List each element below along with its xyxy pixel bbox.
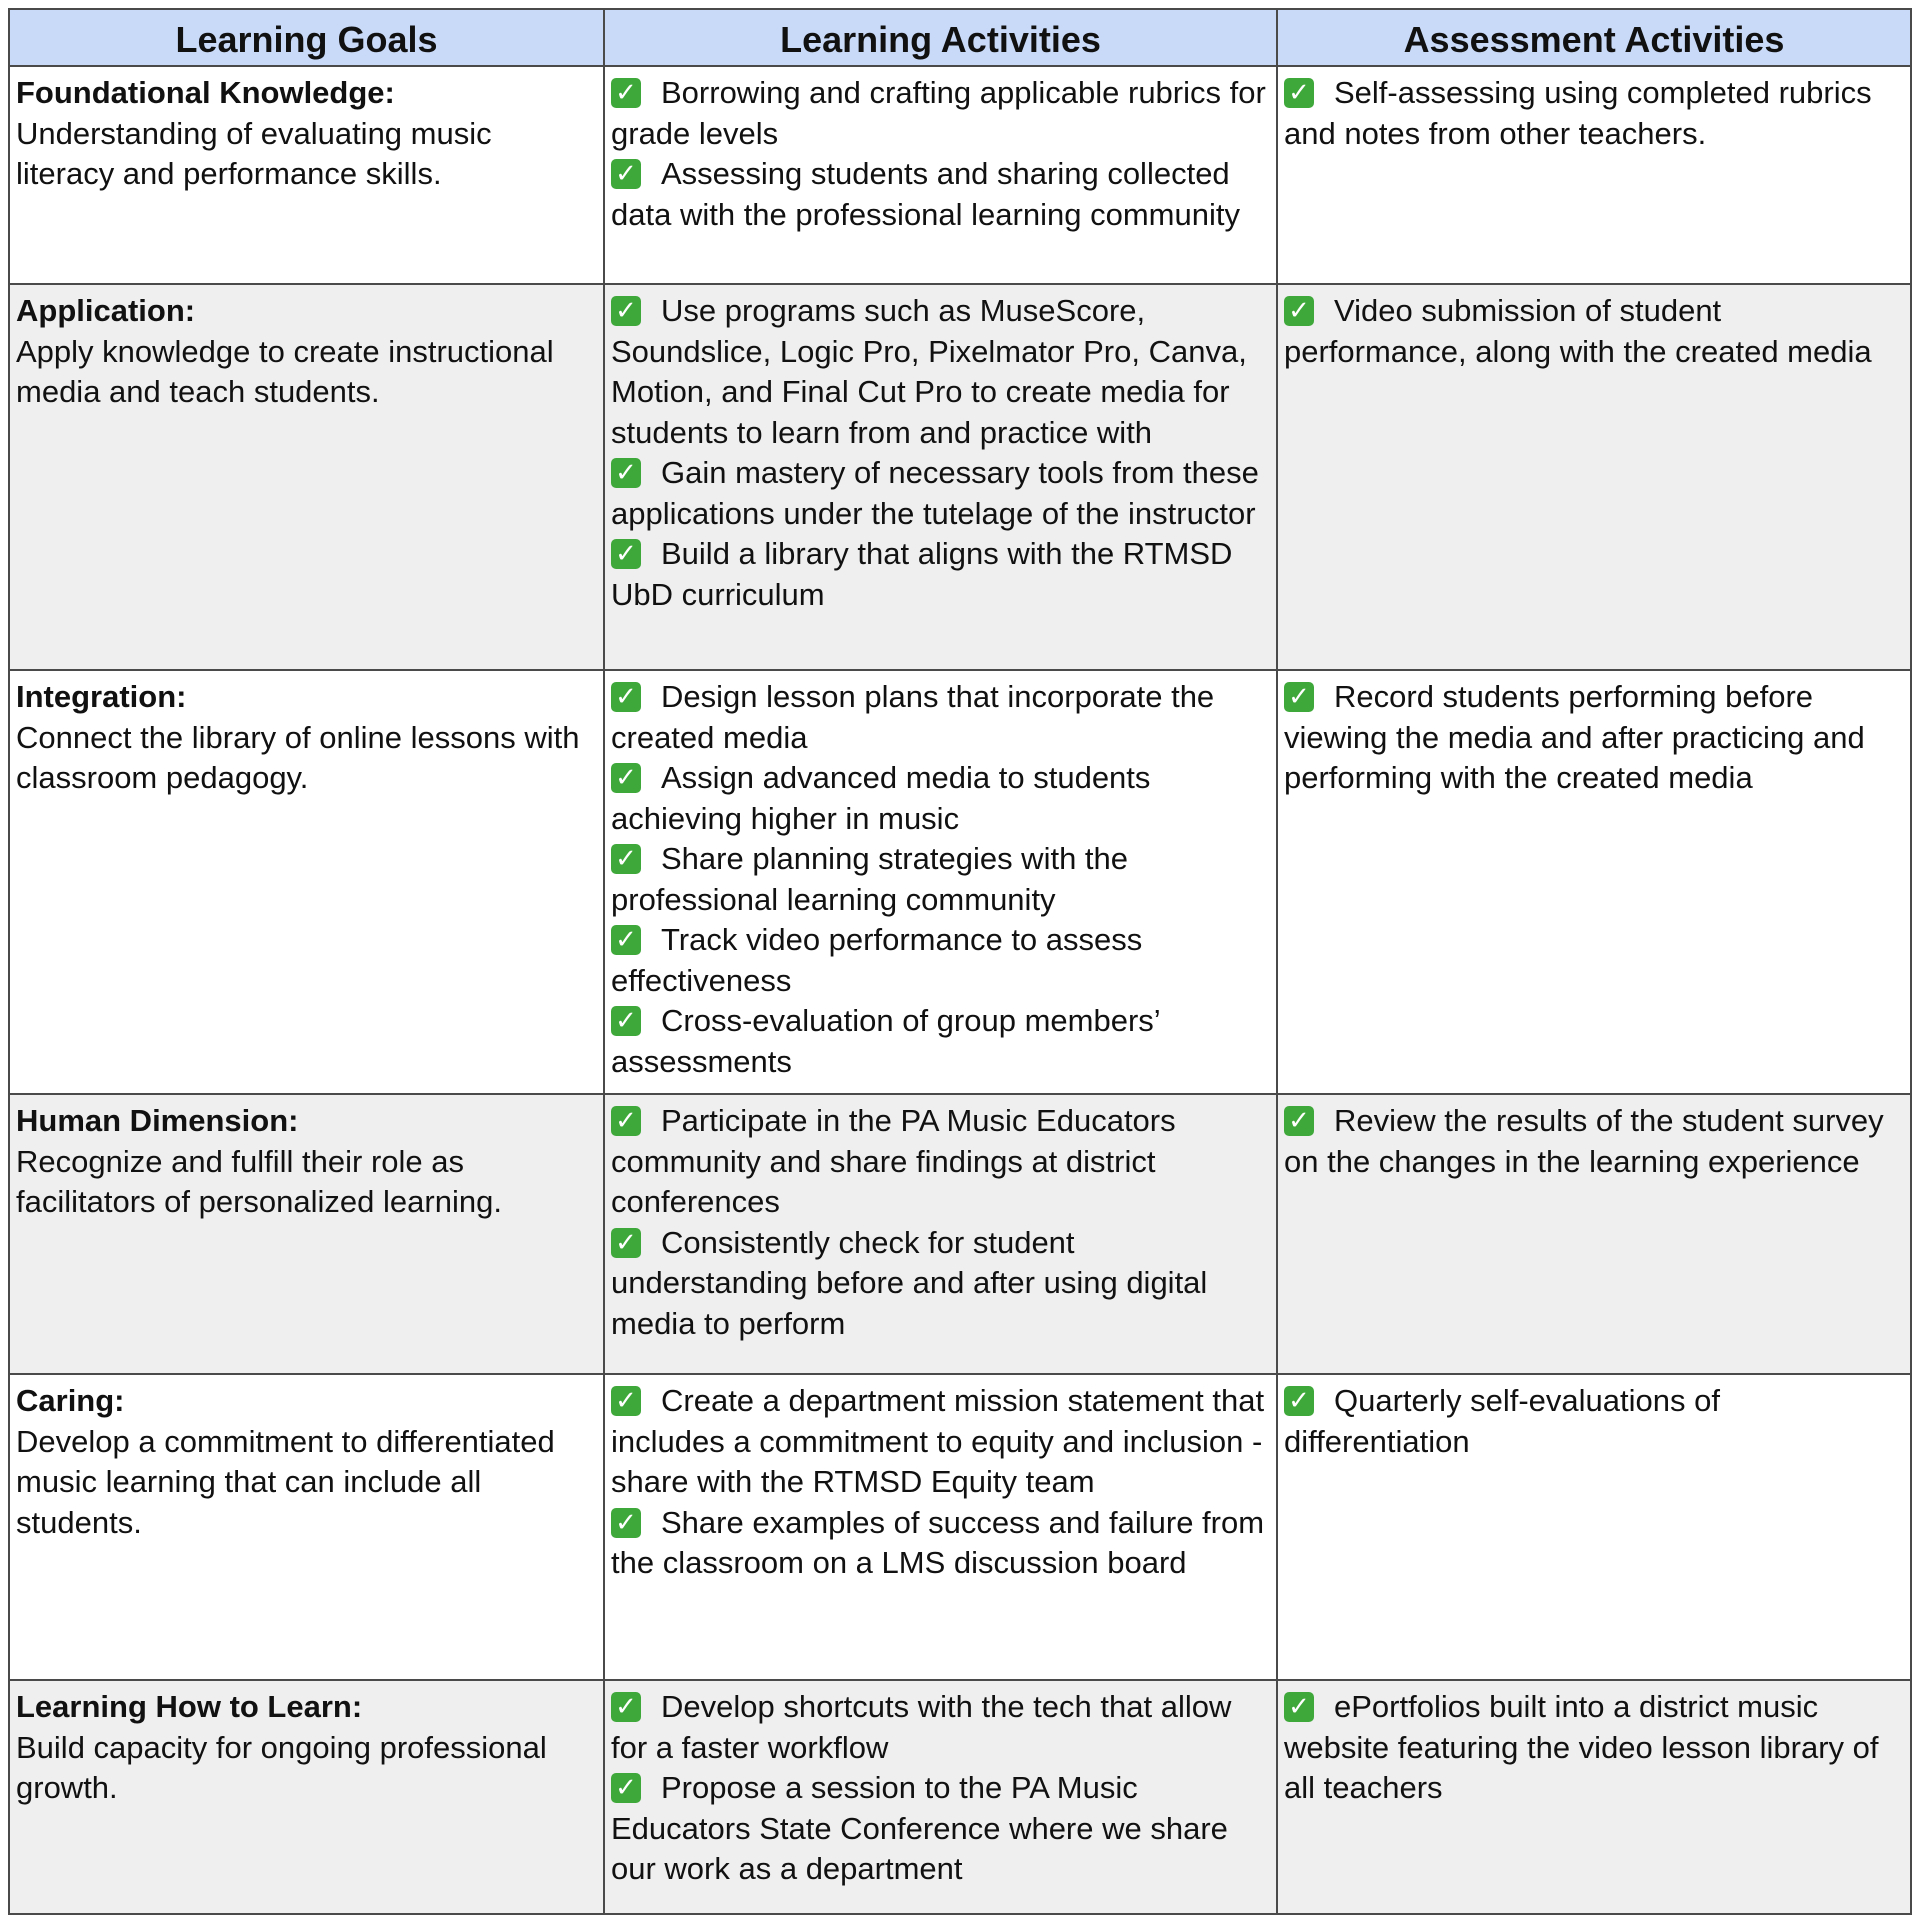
assessment-item-text: ePortfolios built into a district music website featuring the video lesson library of all teachers: [1284, 1689, 1879, 1805]
activities-cell: [604, 1094, 1277, 1374]
activity-item-text: Assign advanced media to students achieving higher in music: [611, 760, 1151, 836]
goal-description: Apply knowledge to create instructional media and teach students.: [16, 333, 554, 409]
activity-item: [611, 1687, 1270, 1768]
activity-item-text: Assessing students and sharing collected data with the professional learning community: [611, 156, 1240, 232]
header-learning-activities: Learning Activities: [604, 9, 1277, 66]
assessment-item: [1284, 291, 1904, 372]
activity-item: [611, 839, 1270, 920]
goal-description: Recognize and fulfill their role as facilitators of personalized learning.: [16, 1143, 502, 1219]
activity-item-text: Propose a session to the PA Music Educators State Conference where we share our work as a department: [611, 1770, 1228, 1886]
activity-item: [611, 453, 1270, 534]
header-assessment-activities: Assessment Activities: [1277, 9, 1911, 66]
activities-cell: [604, 1374, 1277, 1680]
goal-title: Learning How to Learn:: [16, 1689, 363, 1724]
check-mark-icon: ✓: [611, 1006, 641, 1036]
activities-cell: [604, 284, 1277, 670]
check-mark-icon: ✓: [611, 1106, 641, 1136]
goal-cell: [9, 1374, 604, 1680]
assessments-cell: [1277, 1680, 1911, 1914]
activity-item-text: Track video performance to assess effectiveness: [611, 922, 1143, 998]
table-row: [9, 284, 1911, 670]
activity-item-text: Share planning strategies with the professional learning community: [611, 841, 1129, 917]
assessments-cell: [1277, 670, 1911, 1094]
check-mark-icon: ✓: [1284, 296, 1314, 326]
goal-cell: [9, 284, 604, 670]
check-mark-icon: ✓: [611, 844, 641, 874]
assessment-item-text: Record students performing before viewing the media and after practicing and performing with the created media: [1284, 679, 1865, 795]
activity-item-text: Develop shortcuts with the tech that allow for a faster workflow: [611, 1689, 1232, 1765]
activity-item: [611, 1503, 1270, 1584]
activity-item-text: Participate in the PA Music Educators community and share findings at district conferences: [611, 1103, 1176, 1219]
activity-item: [611, 677, 1270, 758]
table-row: [9, 670, 1911, 1094]
check-mark-icon: ✓: [611, 458, 641, 488]
activity-item: [611, 291, 1270, 453]
check-mark-icon: ✓: [611, 1773, 641, 1803]
check-mark-icon: ✓: [611, 1386, 641, 1416]
goal-description: Connect the library of online lessons with classroom pedagogy.: [16, 719, 580, 795]
check-mark-icon: ✓: [611, 925, 641, 955]
goal-description: Develop a commitment to differentiated music learning that can include all students.: [16, 1423, 555, 1540]
check-mark-icon: ✓: [611, 296, 641, 326]
activities-cell: [604, 1680, 1277, 1914]
activity-item: [611, 1381, 1270, 1503]
goal-title: Application:: [16, 293, 196, 328]
table-row: [9, 1374, 1911, 1680]
assessments-cell: [1277, 66, 1911, 284]
goal-cell: [9, 66, 604, 284]
activity-item: [611, 758, 1270, 839]
activity-item-text: Build a library that aligns with the RTMSD UbD curriculum: [611, 536, 1233, 612]
goal-description: Understanding of evaluating music literacy and performance skills.: [16, 115, 492, 191]
table-row: [9, 1680, 1911, 1914]
check-mark-icon: ✓: [611, 1228, 641, 1258]
check-mark-icon: ✓: [611, 682, 641, 712]
check-mark-icon: ✓: [1284, 1106, 1314, 1136]
activity-item: [611, 73, 1270, 154]
table-row: [9, 1094, 1911, 1374]
assessment-item: [1284, 1101, 1904, 1182]
activities-cell: [604, 66, 1277, 284]
activity-item-text: Create a department mission statement that includes a commitment to equity and inclusion - share with the RTMSD Equity team: [611, 1383, 1265, 1499]
assessment-item-text: Quarterly self-evaluations of differentiation: [1284, 1383, 1720, 1459]
check-mark-icon: ✓: [1284, 1386, 1314, 1416]
header-learning-goals: Learning Goals: [9, 9, 604, 66]
assessment-item-text: Video submission of student performance, along with the created media: [1284, 293, 1872, 369]
header-row: [9, 9, 1911, 66]
activity-item-text: Use programs such as MuseScore, Soundslice, Logic Pro, Pixelmator Pro, Canva, Motion, and Final Cut Pro to create media for students to learn from and practice with: [611, 293, 1247, 450]
activity-item-text: Cross-evaluation of group members’ assessments: [611, 1003, 1160, 1079]
goal-cell: [9, 670, 604, 1094]
learning-plan-table-container: [8, 8, 1910, 1915]
check-mark-icon: ✓: [1284, 1692, 1314, 1722]
activities-cell: [604, 670, 1277, 1094]
learning-plan-table: [8, 8, 1912, 1915]
activity-item-text: Gain mastery of necessary tools from these applications under the tutelage of the instructor: [611, 455, 1259, 531]
assessment-item: [1284, 1381, 1904, 1462]
check-mark-icon: ✓: [611, 78, 641, 108]
check-mark-icon: ✓: [1284, 682, 1314, 712]
assessment-item: [1284, 73, 1904, 154]
goal-description: Build capacity for ongoing professional growth.: [16, 1729, 547, 1805]
check-mark-icon: ✓: [1284, 78, 1314, 108]
activity-item-text: Borrowing and crafting applicable rubrics for grade levels: [611, 75, 1266, 151]
activity-item-text: Consistently check for student understanding before and after using digital media to perform: [611, 1224, 1208, 1341]
table-row: [9, 66, 1911, 284]
activity-item-text: Share examples of success and failure from the classroom on a LMS discussion board: [611, 1504, 1265, 1580]
activity-item: [611, 1001, 1270, 1082]
activity-item: [611, 1223, 1270, 1345]
assessments-cell: [1277, 1374, 1911, 1680]
goal-cell: [9, 1680, 604, 1914]
assessments-cell: [1277, 1094, 1911, 1374]
goal-title: Human Dimension:: [16, 1103, 299, 1138]
goal-cell: [9, 1094, 604, 1374]
assessment-item-text: Review the results of the student survey on the changes in the learning experience: [1284, 1103, 1884, 1179]
assessment-item: [1284, 677, 1904, 799]
activity-item: [611, 534, 1270, 615]
check-mark-icon: ✓: [611, 1692, 641, 1722]
table-body: [9, 66, 1911, 1914]
activity-item: [611, 1101, 1270, 1223]
activity-item-text: Design lesson plans that incorporate the created media: [611, 679, 1215, 755]
assessments-cell: [1277, 284, 1911, 670]
check-mark-icon: ✓: [611, 763, 641, 793]
assessment-item-text: Self-assessing using completed rubrics and notes from other teachers.: [1284, 75, 1872, 151]
check-mark-icon: ✓: [611, 1508, 641, 1538]
check-mark-icon: ✓: [611, 159, 641, 189]
goal-title: Foundational Knowledge:: [16, 75, 395, 110]
assessment-item: [1284, 1687, 1904, 1809]
activity-item: [611, 1768, 1270, 1890]
goal-title: Caring:: [16, 1383, 125, 1418]
check-mark-icon: ✓: [611, 539, 641, 569]
goal-title: Integration:: [16, 679, 187, 714]
activity-item: [611, 154, 1270, 235]
activity-item: [611, 920, 1270, 1001]
